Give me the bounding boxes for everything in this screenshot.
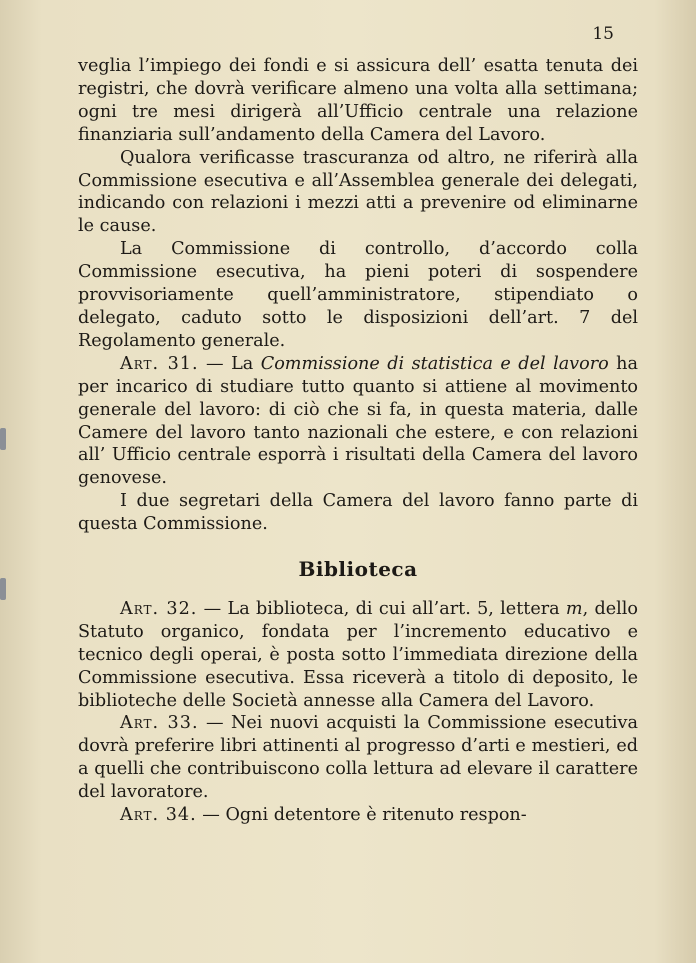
article-label: Art. 31.	[120, 353, 199, 374]
section-biblioteca	[78, 598, 638, 827]
article-italic-title: Commissione di statistica e del lavoro	[260, 353, 609, 374]
article-31	[78, 353, 638, 490]
article-text: ha per incarico di studiare tutto quanto si attiene al movimento generale del lavoro: di ciò che si fa, in questa materia, dalle Camere del lavoro tanto nazionali che estere, e con relazioni all’ Ufficio centrale esporrà i risultati della Camera del lavoro genovese.	[78, 353, 639, 489]
body-text	[78, 55, 638, 827]
page-number: 15	[592, 24, 614, 44]
article-label: Art. 32.	[120, 598, 198, 619]
article-text: — Ogni detentore è ritenuto respon-	[196, 805, 527, 826]
article-text: — Nei nuovi acquisti la Commissione esecutiva dovrà preferire libri attinenti al progresso d’arti e mestieri, ed a quelli che contribuiscono colla lettura ad elevare il carattere del lavoratore.	[78, 713, 638, 803]
article-text: — La biblioteca, di cui all’art. 5, lettera	[197, 598, 566, 619]
article-italic-letter: m	[565, 598, 583, 619]
article-33	[78, 712, 638, 804]
staple-mark	[0, 428, 6, 450]
paragraph: I due segretari della Camera del lavoro fanno parte di questa Commissione.	[78, 491, 638, 535]
article-label: Art. 33.	[120, 713, 199, 734]
staple-mark	[0, 578, 6, 600]
article-32	[78, 598, 638, 713]
article-label: Art. 34.	[120, 805, 197, 826]
article-dash: — La	[198, 353, 261, 374]
article-34	[78, 804, 638, 827]
paragraph: veglia l’impiego dei fondi e si assicura dell’ esatta tenuta dei registri, che dovrà verificare almeno una volta alla settimana; ogni tre mesi dirigerà all’Ufficio centrale una relazione finanziaria sull’andamento della Camera del Lavoro.	[78, 56, 638, 145]
article-text: , dello Statuto organico, fondata per l’incremento educativo e tecnico degli operai, è posta sotto l’immediata direzione della Commissione esecutiva. Essa riceverà a titolo di deposito, le biblioteche delle Società annesse alla Camera del Lavoro.	[78, 598, 638, 711]
section-heading: Biblioteca	[298, 557, 418, 582]
paragraph: Qualora verificasse trascuranza od altro, ne riferirà alla Commissione esecutiva e all’Assemblea generale dei delegati, indicando con relazioni i mezzi atti a prevenire od eliminarne le cause.	[78, 147, 638, 237]
paragraph: La Commissione di controllo, d’accordo colla Commissione esecutiva, ha pieni poteri di sospendere provvisoriamente quell’amministratore, stipendiato o delegato, caduto sotto le disposizioni dell’art. 7 del Regolamento generale.	[78, 239, 638, 351]
